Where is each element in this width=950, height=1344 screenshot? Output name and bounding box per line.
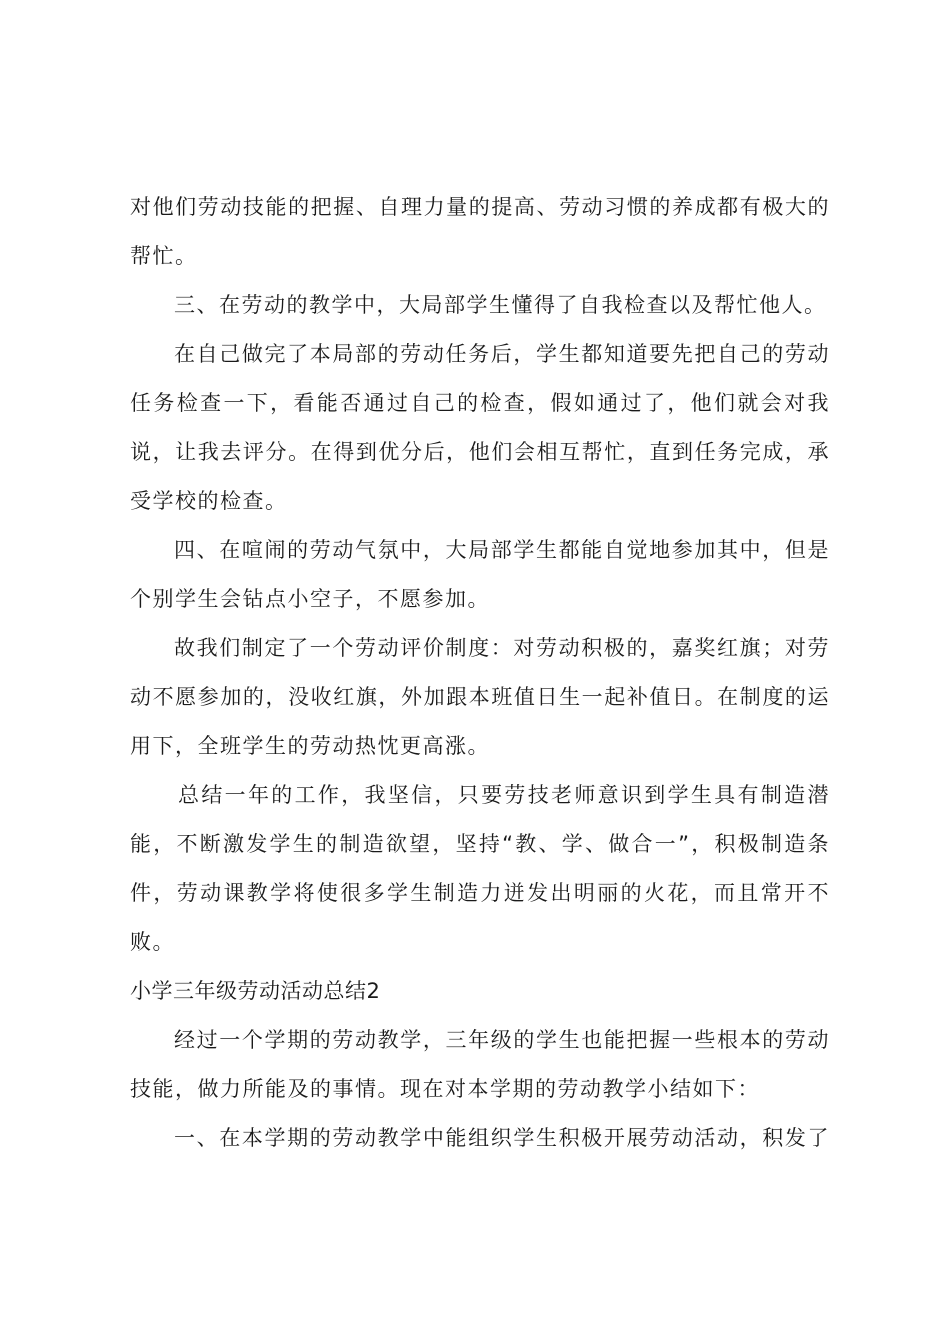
text-line-14: 能，不断激发学生的制造欲望，坚持“教、学、做合一”，积极制造条 (130, 832, 830, 856)
text-line-11: 动不愿参加的，没收红旗，外加跟本班值日生一起补值日。在制度的运 (130, 685, 830, 709)
text-line-10: 故我们制定了一个劳动评价制度：对劳动积极的，嘉奖红旗；对劳 (174, 636, 830, 660)
text-line-15: 件，劳动课教学将使很多学生制造力迸发出明丽的火花，而且常开不 (130, 881, 830, 905)
text-line-18: 经过一个学期的劳动教学，三年级的学生也能把握一些根本的劳动 (174, 1028, 830, 1052)
text-line-7: 受学校的检查。 (130, 489, 288, 513)
text-line-16: 败。 (130, 930, 175, 954)
section-heading: 小学三年级劳动活动总结2 (130, 979, 381, 1003)
text-line-9: 个别学生会钻点小空子，不愿参加。 (130, 587, 490, 611)
text-line-5: 任务检查一下，看能否通过自己的检查，假如通过了，他们就会对我 (130, 391, 830, 415)
text-line-2: 帮忙。 (130, 244, 198, 268)
text-line-3: 三、在劳动的教学中，大局部学生懂得了自我检查以及帮忙他人。 (174, 293, 827, 317)
text-line-6: 说，让我去评分。在得到优分后，他们会相互帮忙，直到任务完成，承 (130, 440, 830, 464)
text-line-20: 一、在本学期的劳动教学中能组织学生积极开展劳动活动，积发了 (174, 1126, 830, 1150)
text-line-19: 技能，做力所能及的事情。现在对本学期的劳动教学小结如下： (130, 1077, 760, 1101)
document-body (130, 183, 830, 1163)
text-line-1: 对他们劳动技能的把握、自理力量的提高、劳动习惯的养成都有极大的 (130, 195, 830, 219)
text-line-4: 在自己做完了本局部的劳动任务后，学生都知道要先把自己的劳动 (174, 342, 830, 366)
text-line-12: 用下，全班学生的劳动热忱更高涨。 (130, 734, 490, 758)
text-line-13: 总结一年的工作，我坚信，只要劳技老师意识到学生具有制造潜 (178, 783, 830, 807)
text-line-8: 四、在喧闹的劳动气氛中，大局部学生都能自觉地参加其中，但是 (174, 538, 830, 562)
